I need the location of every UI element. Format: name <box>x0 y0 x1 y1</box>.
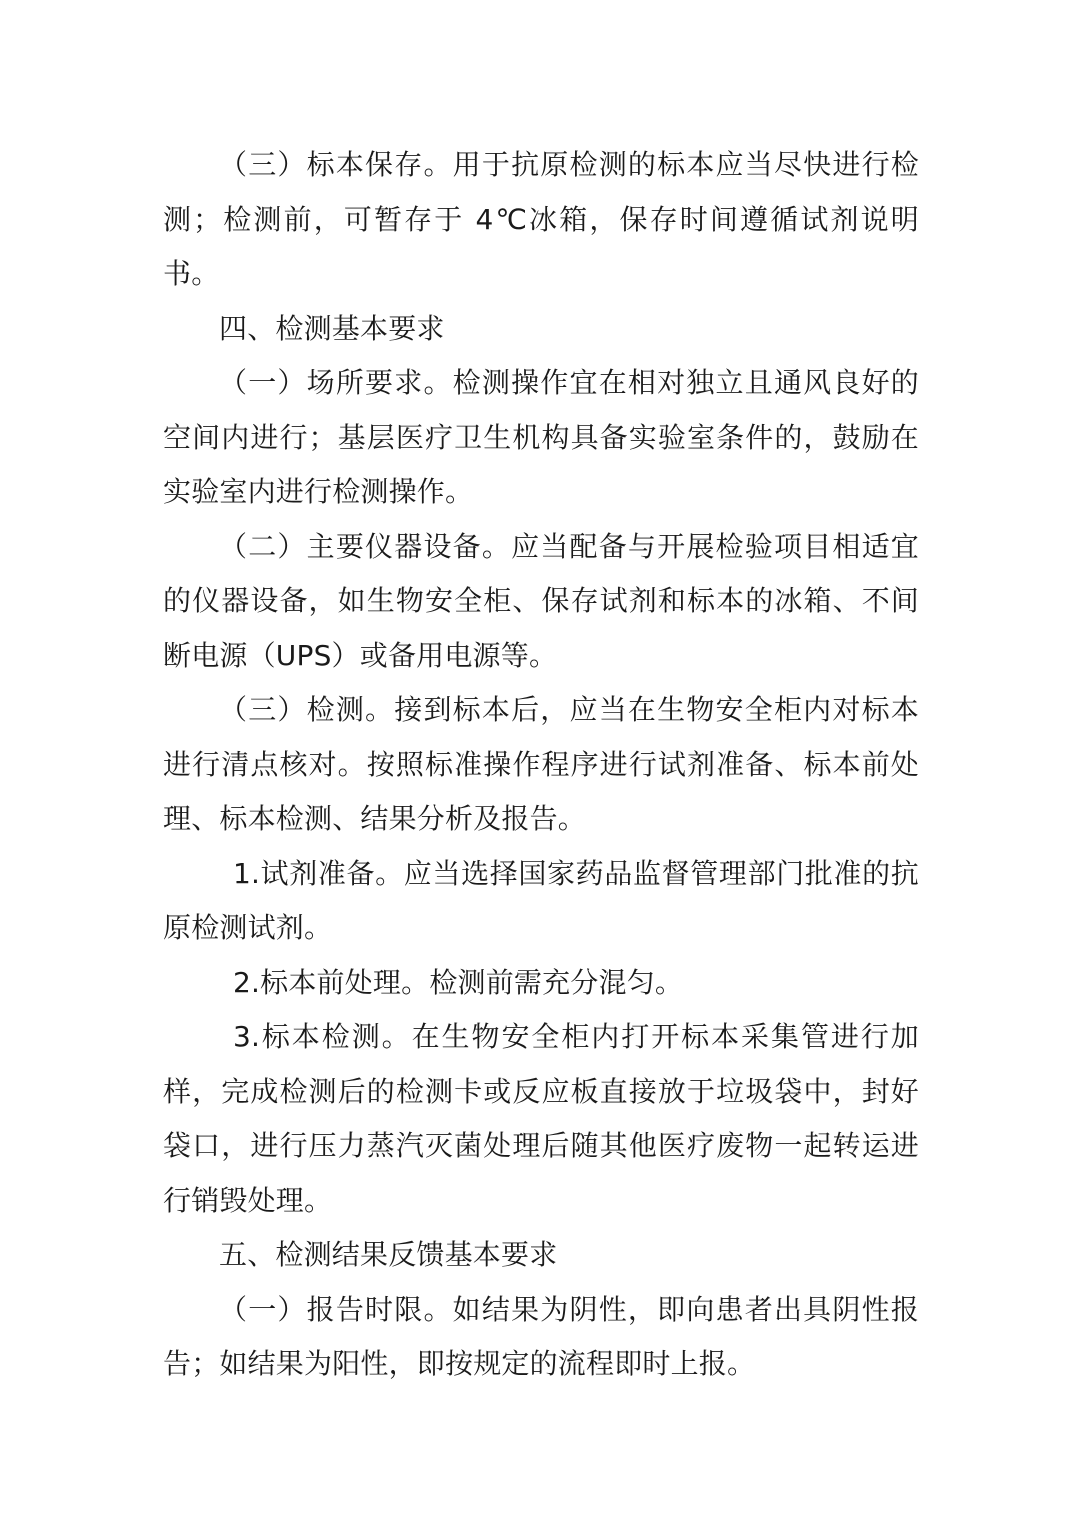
paragraph-main-equipment: （二）主要仪器设备。应当配备与开展检验项目相适宜的仪器设备，如生物安全柜、保存试剂和标本的冰箱、不间断电源（UPS）或备用电源等。 <box>163 529 919 672</box>
section-heading-4: 四、检测基本要求 <box>219 311 445 345</box>
paragraph-reagent-prep: 1.试剂准备。应当选择国家药品监督管理部门批准的抗原检测试剂。 <box>163 856 919 944</box>
section-heading-5: 五、检测结果反馈基本要求 <box>219 1238 558 1271</box>
paragraph-specimen-storage: （三）标本保存。用于抗原检测的标本应当尽快进行检测；检测前，可暂存于 4℃冰箱，保存时间遵循试剂说明书。 <box>163 148 919 290</box>
document-page <box>163 138 919 1392</box>
paragraph-specimen-pretreat: 2.标本前处理。检测前需充分混匀。 <box>233 965 684 999</box>
paragraph-report-deadline: （一）报告时限。如结果为阴性，即向患者出具阴性报告；如结果为阳性，即按规定的流程即时上报。 <box>163 1292 919 1380</box>
paragraph-testing: （三）检测。接到标本后，应当在生物安全柜内对标本进行清点核对。按照标准操作程序进行试剂准备、标本前处理、标本检测、结果分析及报告。 <box>163 693 919 835</box>
paragraph-site-requirements: （一）场所要求。检测操作宜在相对独立且通风良好的空间内进行；基层医疗卫生机构具备实验室条件的，鼓励在实验室内进行检测操作。 <box>163 366 919 508</box>
paragraph-specimen-testing: 3.标本检测。在生物安全柜内打开标本采集管进行加样，完成检测后的检测卡或反应板直接放于垃圾袋中，封好袋口，进行压力蒸汽灭菌处理后随其他医疗废物一起转运进行销毁处理。 <box>163 1020 919 1217</box>
